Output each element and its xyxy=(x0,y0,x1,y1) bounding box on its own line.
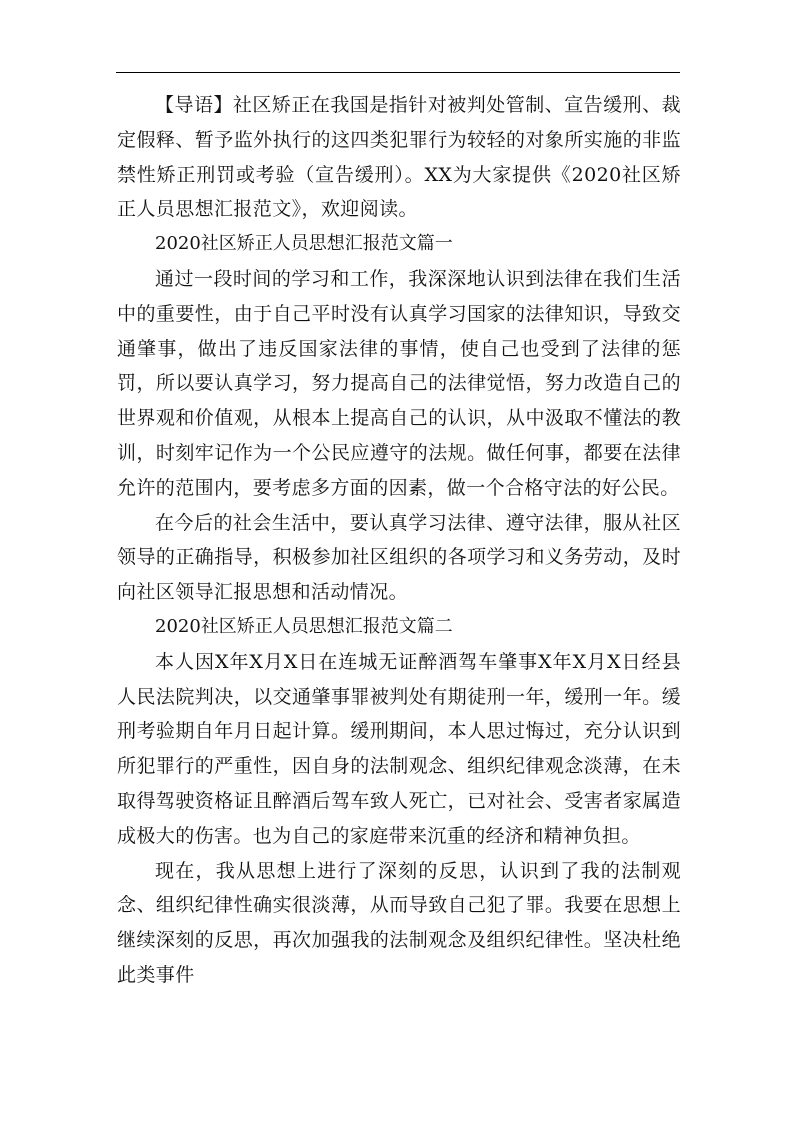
body-paragraph-2: 在今后的社会生活中，要认真学习法律、遵守法律，服从社区领导的正确指导，积极参加社区组织的各项学习和义务劳动，及时向社区领导汇报思想和活动情况。 xyxy=(117,511,681,604)
body-paragraph-3: 本人因X年X月X日在连城无证醉酒驾车肇事X年X月X日经县人民法院判决，以交通肇事罪被判处有期徒刑一年，缓刑一年。缓刑考验期自年月日起计算。缓刑期间，本人思过悔过，充分认识到所犯罪行的严重性，因自身的法制观念、组织纪律观念淡薄，在未取得驾驶资格证且醉酒后驾车致人死亡，已对社会、受害者家属造成极大的伤害。也为自己的家庭带来沉重的经济和精神负担。 xyxy=(117,650,681,847)
intro-paragraph: 【导语】社区矫正在我国是指针对被判处管制、宣告缓刑、裁定假释、暂予监外执行的这四类犯罪行为较轻的对象所实施的非监禁性矫正刑罚或考验（宣告缓刑）。XX为大家提供《2020社区矫正人员思想汇报范文》，欢迎阅读。 xyxy=(117,94,681,221)
body-paragraph-4: 现在，我从思想上进行了深刻的反思，认识到了我的法制观念、组织纪律性确实很淡薄，从而导致自己犯了罪。我要在思想上继续深刻的反思，再次加强我的法制观念及组织纪律性。坚决杜绝此类事件 xyxy=(117,859,681,986)
body-paragraph-1: 通过一段时间的学习和工作，我深深地认识到法律在我们生活中的重要性，由于自己平时没有认真学习国家的法律知识，导致交通肇事，做出了违反国家法律的事情，使自己也受到了法律的惩罚，所以要认真学习，努力提高自己的法律觉悟，努力改造自己的世界观和价值观，从根本上提高自己的认识，从中汲取不懂法的教训，时刻牢记作为一个公民应遵守的法规。做任何事，都要在法律允许的范围内，要考虑多方面的因素，做一个合格守法的好公民。 xyxy=(117,267,681,499)
section-heading-1: 2020社区矫正人员思想汇报范文篇一 xyxy=(155,233,453,255)
document-body xyxy=(117,88,681,993)
section-heading-2: 2020社区矫正人员思想汇报范文篇二 xyxy=(155,615,453,637)
header-rule xyxy=(116,72,680,73)
